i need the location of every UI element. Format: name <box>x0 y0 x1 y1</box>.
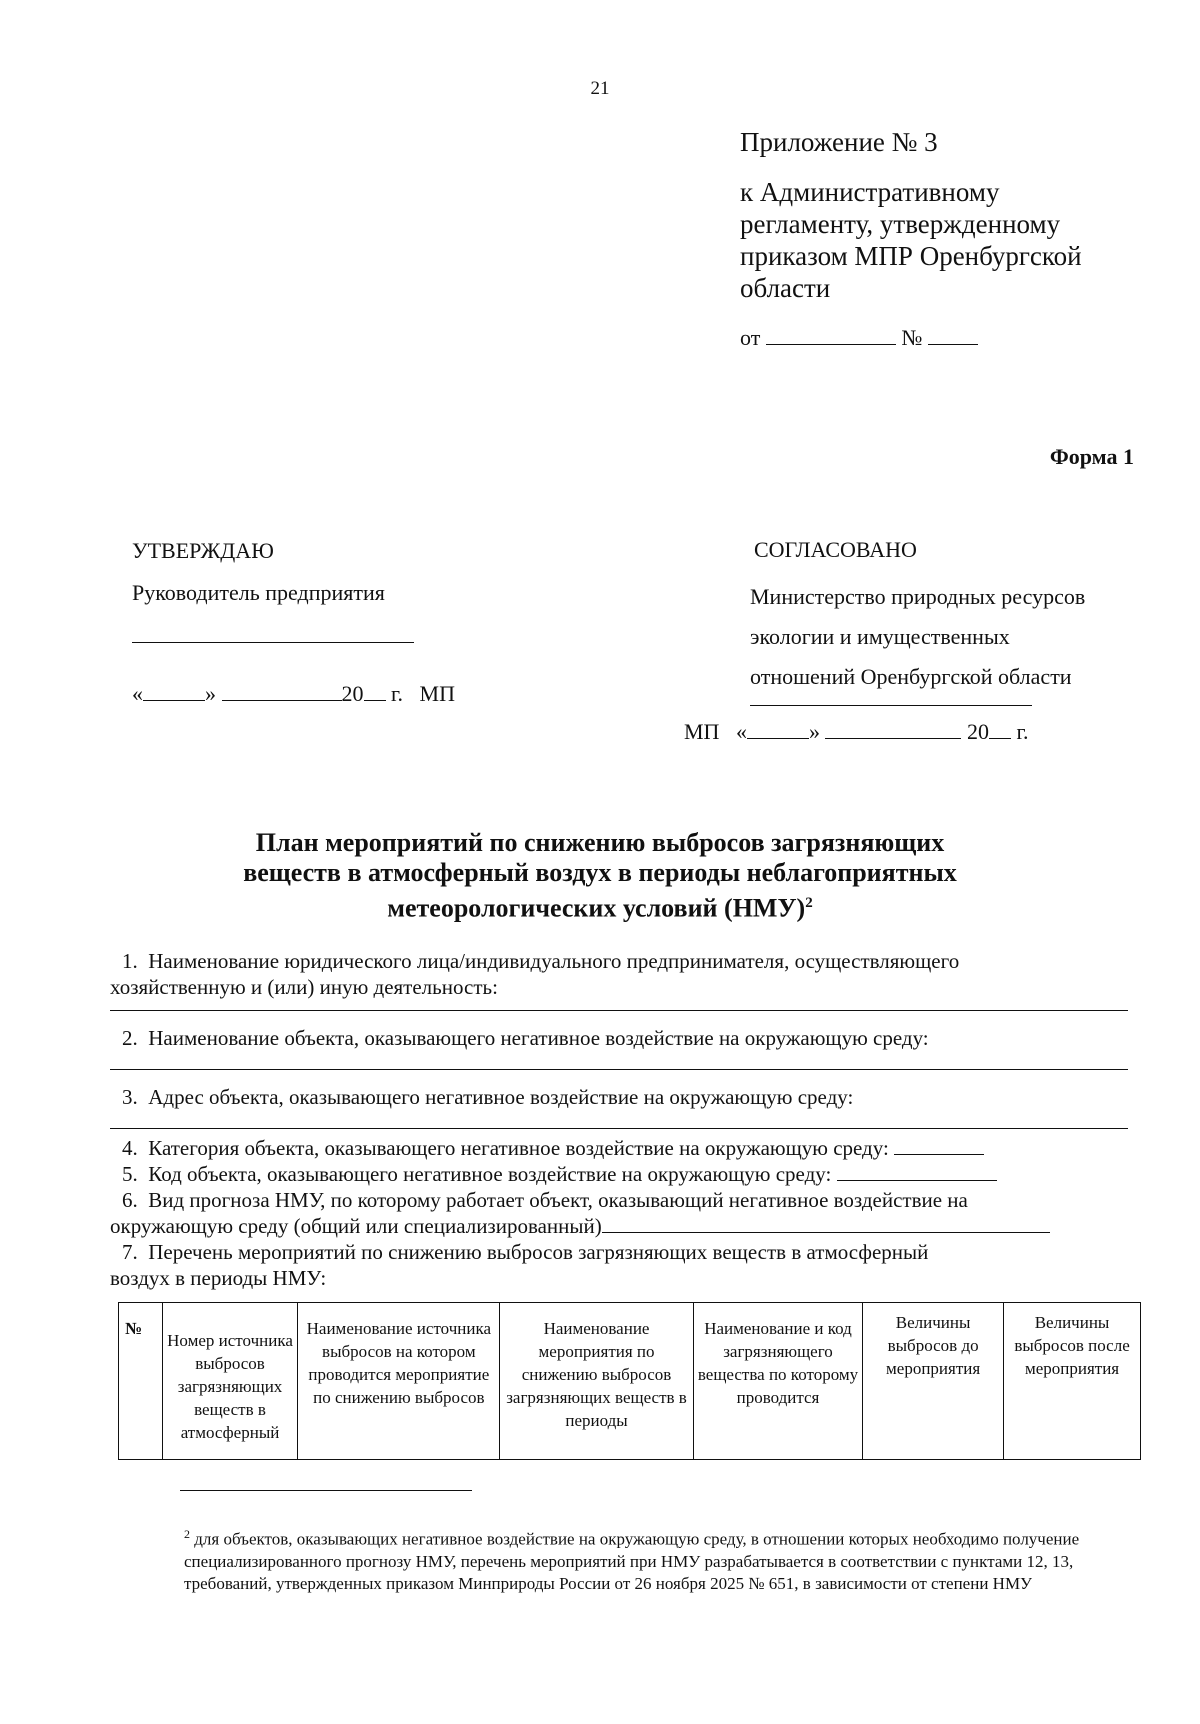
agreed-block <box>684 535 1086 752</box>
item-text: Категория объекта, оказывающего негативное воздействие на окружающую среду: <box>148 1136 889 1160</box>
header-emissions-before: Величины выбросов до мероприятия <box>863 1303 1004 1460</box>
item-3 <box>110 1084 1128 1110</box>
agreed-heading: СОГЛАСОВАНО <box>754 537 917 562</box>
approve-block <box>132 538 455 707</box>
item-6-cont <box>110 1213 1128 1239</box>
from-label: от <box>740 325 761 350</box>
footnote-text: для объектов, оказывающих негативное воздействие на окружающую среду, в отношении которых необходимо получение специализированного прогнозу НМУ, перечень мероприятий при НМУ разрабатывается в соответствии с пунктами 12, 13, требований, утвержденных приказом Минприроды России от 26 ноября 2025 № 651, в зависимости от степени НМУ <box>184 1529 1080 1593</box>
date-close-quote: » <box>205 681 216 706</box>
item-text: Вид прогноза НМУ, по которому работает объект, оказывающий негативное воздействие на <box>148 1188 968 1212</box>
item-number: 1. <box>122 949 138 973</box>
item-5-answer-blank[interactable] <box>837 1162 997 1181</box>
item-number: 3. <box>122 1085 138 1109</box>
approve-role: Руководитель предприятия <box>132 580 385 605</box>
page-number: 21 <box>590 78 610 99</box>
item-1 <box>110 948 1128 974</box>
item-6-answer-blank[interactable] <box>602 1214 1050 1233</box>
measures-table <box>118 1302 1141 1460</box>
date-blank[interactable] <box>766 326 896 345</box>
appendix-title: Приложение № 3 <box>740 127 938 157</box>
item-number: 2. <box>122 1026 138 1050</box>
item-number: 4. <box>122 1136 138 1160</box>
agreed-line: Министерство природных ресурсов <box>750 584 1086 609</box>
day-blank[interactable] <box>747 720 809 739</box>
item-5 <box>110 1161 1128 1187</box>
item-number: 5. <box>122 1162 138 1186</box>
month-blank[interactable] <box>825 720 961 739</box>
footnote <box>184 1523 1084 1595</box>
approve-heading: УТВЕРЖДАЮ <box>132 538 274 563</box>
stamp-label: МП <box>684 719 720 744</box>
item-3-answer-line[interactable] <box>110 1128 1128 1129</box>
agreed-line: экологии и имущественных <box>750 624 1010 649</box>
item-2-answer-line[interactable] <box>110 1069 1128 1070</box>
item-6 <box>110 1187 1128 1213</box>
header-pollutant: Наименование и код загрязняющего вещества по которому проводится <box>693 1303 862 1460</box>
header-measure-name: Наименование мероприятия по снижению выбросов загрязняющих веществ в периоды <box>500 1303 694 1460</box>
header-source-number: Номер источника выбросов загрязняющих веществ в атмосферный <box>162 1303 298 1460</box>
footnote-ref: 2 <box>805 895 813 911</box>
item-2 <box>110 1025 1128 1051</box>
item-4-answer-blank[interactable] <box>894 1136 984 1155</box>
header-emissions-after: Величины выбросов после мероприятия <box>1004 1303 1141 1460</box>
item-4 <box>110 1135 1128 1161</box>
date-open-quote: « <box>735 719 747 744</box>
number-label: № <box>901 325 923 350</box>
agreed-signature-line[interactable] <box>750 697 1032 706</box>
item-7 <box>110 1239 1128 1265</box>
appendix-line: регламенту, утвержденному <box>740 209 1061 239</box>
table-header-row <box>119 1303 1141 1460</box>
year-prefix: 20 <box>966 719 989 744</box>
header-number: № <box>119 1303 163 1460</box>
item-text: Перечень мероприятий по снижению выбросов загрязняющих веществ в атмосферный <box>148 1240 929 1264</box>
form-items <box>110 948 1128 1291</box>
item-text: Наименование юридического лица/индивидуального предпринимателя, осуществляющего <box>148 949 960 973</box>
year-blank[interactable] <box>989 720 1011 739</box>
agreed-line: отношений Оренбургской области <box>750 664 1072 689</box>
approve-signature-line[interactable] <box>132 606 414 643</box>
approve-date <box>132 681 455 707</box>
date-close-quote: » <box>808 719 820 744</box>
footnote-separator <box>180 1490 472 1491</box>
title-line-text: метеорологических условий (НМУ) <box>387 893 806 923</box>
header-source-name: Наименование источника выбросов на котором проводится мероприятие по снижению выбросов <box>298 1303 500 1460</box>
item-1-answer-line[interactable] <box>110 1010 1128 1011</box>
agreed-date <box>684 712 1085 752</box>
document-title <box>0 828 1200 924</box>
title-line <box>0 888 1200 924</box>
item-1-cont: хозяйственную и (или) иную деятельность: <box>110 975 498 999</box>
year-suffix: г. <box>391 681 404 706</box>
appendix-line: к Административному <box>740 177 1000 207</box>
item-text: Код объекта, оказывающего негативное воздействие на окружающую среду: <box>148 1162 832 1186</box>
appendix-line: приказом МПР Оренбургской <box>740 241 1082 271</box>
appendix-line: области <box>740 273 831 303</box>
item-7-cont: воздух в периоды НМУ: <box>110 1266 327 1290</box>
date-open-quote: « <box>132 681 143 706</box>
title-line: веществ в атмосферный воздух в периоды неблагоприятных <box>243 858 957 887</box>
day-blank[interactable] <box>143 682 205 701</box>
month-blank[interactable] <box>222 682 342 701</box>
year-suffix: г. <box>1016 719 1029 744</box>
footnote-mark: 2 <box>184 1527 190 1541</box>
title-line: План мероприятий по снижению выбросов загрязняющих <box>255 828 945 857</box>
appendix-block <box>740 126 1082 354</box>
item-number: 7. <box>122 1240 138 1264</box>
number-blank[interactable] <box>928 326 978 345</box>
stamp-label: МП <box>419 681 455 706</box>
item-text: окружающую среду (общий или специализированный) <box>110 1214 602 1238</box>
year-prefix: 20 <box>341 681 364 706</box>
item-text: Адрес объекта, оказывающего негативное воздействие на окружающую среду: <box>148 1085 854 1109</box>
item-number: 6. <box>122 1188 138 1212</box>
year-blank[interactable] <box>364 682 386 701</box>
appendix-date-number <box>740 322 1082 354</box>
form-label: Форма 1 <box>1049 444 1134 469</box>
item-text: Наименование объекта, оказывающего негативное воздействие на окружающую среду: <box>148 1026 929 1050</box>
